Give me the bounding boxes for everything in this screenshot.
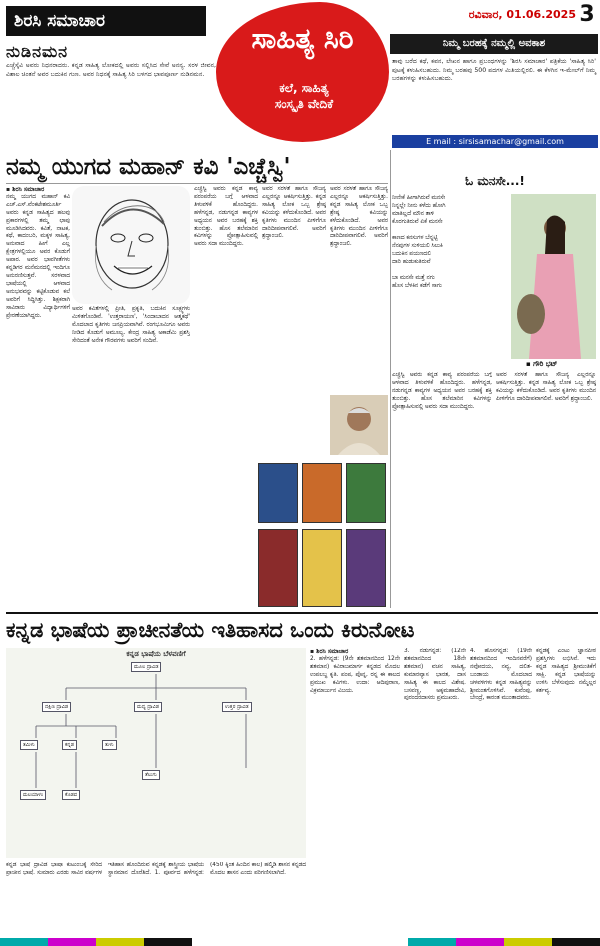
- masthead: [0, 0, 600, 148]
- article-column: [262, 186, 326, 461]
- book-covers: [258, 463, 388, 609]
- color-registration-strip: [0, 938, 600, 946]
- article-column: [310, 648, 400, 936]
- logo-tagline-line-1: ಕಲೆ, ಸಾಹಿತ್ಯ: [279, 81, 329, 95]
- tree-node: ತಮಿಳು: [20, 740, 38, 750]
- article-text: ಅವರ ಸರಳತೆ ಹಾಗೂ ಸೌಜನ್ಯ ಎಲ್ಲರನ್ನೂ ಆಕರ್ಷಿಸುತ್ತಿತ್ತು. ಕನ್ನಡ ಸಾಹಿತ್ಯ ಲೋಕ ಒಬ್ಬ ಶ್ರೇಷ್ಠ ಕವಿಯನ್ನು ಕಳೆದುಕೊಂಡಿದೆ. ಅವರ ಕೃತಿಗಳು ಮುಂದಿನ ಪೀಳಿಗೆಗೂ ದಾರಿದೀಪವಾಗಲಿವೆ. ಅವರಿಗೆ ಶ್ರದ್ಧಾಂಜಲಿ.: [262, 186, 326, 240]
- column-title: ನುಡಿನಮನ: [6, 42, 69, 61]
- email-contact[interactable]: E mail : sirsisamachar@gmail.com: [392, 135, 598, 148]
- tree-node: ಮಲಯಾಳಂ: [20, 790, 46, 800]
- column-text: ಎಚ್ಚೆಸ್ಕೆವಿ ಅವರು ನಿಧನರಾದರು. ಕನ್ನಡ ಸಾಹಿತ್ಯ ಲೋಕದಲ್ಲಿ ಅವರು ಸಲ್ಲಿಸಿದ ಸೇವೆ ಅನನ್ಯ. ಸರಳ ಜೀವನ, ವಿಶಾಲ ಚಿಂತನೆ ಅವರ ಬದುಕಿನ ಗುಣ. ಅವರ ನಿಧನಕ್ಕೆ ಸಾಹಿತ್ಯ ಸಿರಿ ಬಳಗದ ಭಾವಪೂರ್ಣ ನುಡಿನಮನ.: [6, 62, 216, 78]
- tree-node: ಉತ್ತರ ದ್ರಾವಿಡ: [222, 702, 252, 712]
- article-headline: ಕನ್ನಡ ಭಾಷೆಯ ಪ್ರಾಚೀನತೆಯ ಇತಿಹಾಸದ ಒಂದು ಕಿರುನೋಟ: [6, 612, 598, 646]
- article-text: 4. ಹೊಸಗನ್ನಡ: (19ನೇ ಶತಮಾನದಿಂದ ಇಂದಿನವರೆಗೆ) ನವೋದಯ, ನವ್ಯ, ದಲಿತ-ಬಂಡಾಯ ಮೊದಲಾದ ಚಳವಳಿಗಳು ಕನ್ನಡ ಸಾಹಿತ್ಯವನ್ನು ಶ್ರೀಮಂತಗೊಳಿಸಿವೆ. ಕುವೆಂಪು, ಬೇಂದ್ರೆ, ಕಾರಂತ ಮುಂತಾದವರು.: [470, 648, 532, 702]
- poet-photo: [511, 194, 596, 359]
- article-column: [496, 372, 596, 608]
- article-text: 2. ಹಳೆಗನ್ನಡ: (9ನೇ ಶತಮಾನದಿಂದ 12ನೇ ಶತಮಾನ) ಕವಿರಾಜಮಾರ್ಗ ಕನ್ನಡದ ಮೊದಲ ಉಪಲಬ್ಧ ಕೃತಿ. ಪಂಪ, ಪೊನ್ನ, ರನ್ನ ಈ ಕಾಲದ ಪ್ರಮುಖ ಕವಿಗಳು. ಉದಾ: ಆದಿಪುರಾಣ, ವಿಕ್ರಮಾರ್ಜುನ ವಿಜಯ.: [310, 655, 400, 694]
- logo-tagline: [230, 80, 378, 112]
- book-cover: [258, 463, 298, 523]
- diagram-title: ಕನ್ನಡ ಭಾಷೆಯ ಬೆಳವಣಿಗೆ: [126, 650, 186, 658]
- book-cover: [258, 529, 298, 607]
- article-column: [470, 648, 532, 936]
- article-text: ಅವರ ಸರಳತೆ ಹಾಗೂ ಸೌಜನ್ಯ ಎಲ್ಲರನ್ನೂ ಆಕರ್ಷಿಸುತ್ತಿತ್ತು. ಕನ್ನಡ ಸಾಹಿತ್ಯ ಲೋಕ ಒಬ್ಬ ಶ್ರೇಷ್ಠ ಕವಿಯನ್ನು ಕಳೆದುಕೊಂಡಿದೆ. ಅವರ ಕೃತಿಗಳು ಮುಂದಿನ ಪೀಳಿಗೆಗೂ ದಾರಿದೀಪವಾಗಲಿವೆ. ಅವರಿಗೆ ಶ್ರದ್ಧಾಂಜಲಿ.: [496, 372, 596, 402]
- article-column: [392, 372, 492, 608]
- article-column: [6, 186, 70, 606]
- poem-title: ಓ ಮನಸೇ...!: [465, 174, 525, 188]
- book-cover: [302, 529, 342, 607]
- article-column: [6, 862, 306, 936]
- book-cover: [302, 463, 342, 523]
- article-column: [194, 186, 258, 606]
- submission-banner: ನಿಮ್ಮ ಬರಹಕ್ಕೆ ನಮ್ಮಲ್ಲಿ ಅವಕಾಶ: [390, 34, 598, 54]
- poem-text: ನೀನೇಕೆ ಹೀಗಾಗಿರುವೆ ಮನಸೇ ನಿನ್ನಲ್ಲೇ ನೀನು ಕಳೆದು ಹೋಗಿ ಮಾತಿಲ್ಲದೆ ಮೌನ ತಾಳಿ ಕೊರಗುತಿರುವೆ ಏಕೆ ಮನಸೇ ಕಾಣದ ಕನಸುಗಳ ಬೆನ್ನಟ್ಟಿ ನೆನಪುಗಳ ಸುಳಿಯಲಿ ಸಿಲುಕಿ ಬದುಕಿನ ಪಯಣದಲಿ ದಾರಿ ಹುಡುಕುತಿರುವೆ ಬಾ ಮನಸೇ ಮತ್ತೆ ನಗು ಹೊಸ ಬೆಳಕಿನ ಕಡೆಗೆ ಸಾಗು: [392, 195, 446, 289]
- article-column: [72, 306, 190, 606]
- divider: [390, 150, 391, 608]
- poet-sketch-illustration: [72, 186, 190, 304]
- tree-node: ಮಧ್ಯ ದ್ರಾವಿಡ: [134, 702, 162, 712]
- article-text: 3. ನಡುಗನ್ನಡ: (12ನೇ ಶತಮಾನದಿಂದ 18ನೇ ಶತಮಾನ) ವಚನ ಸಾಹಿತ್ಯ, ಕುಮಾರವ್ಯಾಸ ಭಾರತ, ದಾಸ ಸಾಹಿತ್ಯ ಈ ಕಾಲದ ವಿಶೇಷ. ಬಸವಣ್ಣ, ಅಕ್ಕಮಹಾದೇವಿ, ಪುರಂದರದಾಸರು ಪ್ರಮುಖರು.: [404, 648, 466, 702]
- poet-photo: [330, 395, 388, 455]
- article-text: ಕನ್ನಡಕ್ಕೆ ಎಂಟು ಜ್ಞಾನಪೀಠ ಪ್ರಶಸ್ತಿಗಳು ಲಭಿಸಿವೆ. ಇದು ಕನ್ನಡ ಸಾಹಿತ್ಯದ ಶ್ರೀಮಂತಿಕೆಗೆ ಸಾಕ್ಷಿ. ಕನ್ನಡ ಭಾಷೆಯನ್ನು ಉಳಿಸಿ ಬೆಳೆಸುವುದು ನಮ್ಮೆಲ್ಲರ ಕರ್ತವ್ಯ.: [536, 648, 596, 694]
- article-headline: ನಮ್ಮ ಯುಗದ ಮಹಾನ್ ಕವಿ 'ಎಚ್ಚೆಸ್ವಿ': [6, 154, 291, 180]
- article-column: [536, 648, 596, 936]
- page-number: 3: [579, 2, 595, 27]
- article-text: ಕನ್ನಡ ಭಾಷೆ ದ್ರಾವಿಡ ಭಾಷಾ ಕುಟುಂಬಕ್ಕೆ ಸೇರಿದ ಪ್ರಾಚೀನ ಭಾಷೆ. ಸುಮಾರು ಎರಡು ಸಾವಿರ ವರ್ಷಗಳ ಇತಿಹಾಸ ಹೊಂದಿರುವ ಕನ್ನಡಕ್ಕೆ ಶಾಸ್ತ್ರೀಯ ಭಾಷೆಯ ಸ್ಥಾನಮಾನ ದೊರೆತಿದೆ. 1. ಪೂರ್ವದ ಹಳೆಗನ್ನಡ: (450 ಕ್ಕಿಂತ ಹಿಂದಿನ ಕಾಲ) ಹಲ್ಮಿಡಿ ಶಾಸನ ಕನ್ನಡದ ಮೊದಲ ಶಾಸನ ಎಂದು ಪರಿಗಣಿಸಲಾಗಿದೆ.: [6, 862, 306, 876]
- logo-title: ಸಾಹಿತ್ಯ ಸಿರಿ: [251, 22, 354, 55]
- divider: [6, 183, 388, 184]
- book-cover: [346, 529, 386, 607]
- tree-node: ತೆಲುಗು: [142, 770, 160, 780]
- poet-name: ▪ ಗೌರಿ ಭಟ್: [526, 360, 558, 368]
- tree-node: ತುಳು: [102, 740, 117, 750]
- article-text: ಎಚ್ಚೆಸ್ವಿ ಅವರು ಕನ್ನಡ ಕಾವ್ಯ ಪರಂಪರೆಯ ಬಗ್ಗೆ ಆಳವಾದ ತಿಳುವಳಿಕೆ ಹೊಂದಿದ್ದರು. ಹಳೆಗನ್ನಡ, ನಡುಗನ್ನಡ ಕಾವ್ಯಗಳ ಅಧ್ಯಯನ ಅವರ ಬರಹಕ್ಕೆ ಶಕ್ತಿ ತುಂಬಿತ್ತು. ಹೊಸ ತಲೆಮಾರಿನ ಕವಿಗಳನ್ನು ಪ್ರೋತ್ಸಾಹಿಸುವಲ್ಲಿ ಅವರು ಸದಾ ಮುಂದಿದ್ದರು.: [392, 372, 492, 410]
- article-text: ಎಚ್ಚೆಸ್ವಿ ಅವರು ಕನ್ನಡ ಕಾವ್ಯ ಪರಂಪರೆಯ ಬಗ್ಗೆ ಆಳವಾದ ತಿಳುವಳಿಕೆ ಹೊಂದಿದ್ದರು. ಹಳೆಗನ್ನಡ, ನಡುಗನ್ನಡ ಕಾವ್ಯಗಳ ಅಧ್ಯಯನ ಅವರ ಬರಹಕ್ಕೆ ಶಕ್ತಿ ತುಂಬಿತ್ತು. ಹೊಸ ತಲೆಮಾರಿನ ಕವಿಗಳನ್ನು ಪ್ರೋತ್ಸಾಹಿಸುವಲ್ಲಿ ಅವರು ಸದಾ ಮುಂದಿದ್ದರು.: [194, 186, 258, 248]
- article-byline: ▪ ಶಿರಸಿ ಸಮಾಚಾರ: [6, 186, 45, 193]
- submission-text: ತಾವು ಬರೆದ ಕಥೆ, ಕವನ, ಲೇಖನ ಹಾಗೂ ಪ್ರಬಂಧಗಳನ್ನು 'ಶಿರಸಿ ಸಮಾಚಾರ' ಪತ್ರಿಕೆಯ 'ಸಾಹಿತ್ಯ ಸಿರಿ' ಪುಟಕ್ಕೆ ಕಳುಹಿಸಬಹುದು. ನಿಮ್ಮ ಬರಹವು 500 ಪದಗಳ ಮಿತಿಯಲ್ಲಿರಲಿ. ಈ ಕೆಳಗಿನ ಇ-ಮೇಲ್‌ಗೆ ನಿಮ್ಮ ಬರಹಗಳನ್ನು ಕಳುಹಿಸಬಹುದು.: [392, 58, 596, 83]
- language-family-tree-diagram: [6, 648, 306, 858]
- article-text: ನಮ್ಮ ಯುಗದ ಮಹಾನ್ ಕವಿ ಎಚ್.ಎಸ್.ವೆಂಕಟೇಶಮೂರ್ತಿ ಅವರು ಕನ್ನಡ ಸಾಹಿತ್ಯದ ಹಲವು ಪ್ರಕಾರಗಳಲ್ಲಿ ತಮ್ಮ ಛಾಪು ಮೂಡಿಸಿದವರು. ಕವಿತೆ, ನಾಟಕ, ಕಥೆ, ಕಾದಂಬರಿ, ಮಕ್ಕಳ ಸಾಹಿತ್ಯ, ಅನುವಾದ ಹೀಗೆ ಎಲ್ಲ ಕ್ಷೇತ್ರಗಳಲ್ಲಿಯೂ ಅವರ ಕೊಡುಗೆ ಅಪಾರ. ಅವರ ಭಾವಗೀತೆಗಳು ಕನ್ನಡಿಗರ ಮನೆಮನದಲ್ಲಿ ಇಂದಿಗೂ ಅನುರಣಿಸುತ್ತವೆ. ಸರಳವಾದ ಭಾಷೆಯಲ್ಲಿ ಆಳವಾದ ಅನುಭವವನ್ನು ಕಟ್ಟಿಕೊಡುವ ಕಲೆ ಅವರಿಗೆ ಸಿದ್ಧಿಸಿತ್ತು. ಶಿಕ್ಷಕರಾಗಿ ಸಾವಿರಾರು ವಿದ್ಯಾರ್ಥಿಗಳಿಗೆ ಪ್ರೇರಣೆಯಾಗಿದ್ದರು.: [6, 193, 70, 319]
- book-cover: [346, 463, 386, 523]
- article-column: [404, 648, 466, 936]
- article-text: ಅವರ ಸರಳತೆ ಹಾಗೂ ಸೌಜನ್ಯ ಎಲ್ಲರನ್ನೂ ಆಕರ್ಷಿಸುತ್ತಿತ್ತು. ಕನ್ನಡ ಸಾಹಿತ್ಯ ಲೋಕ ಒಬ್ಬ ಶ್ರೇಷ್ಠ ಕವಿಯನ್ನು ಕಳೆದುಕೊಂಡಿದೆ. ಅವರ ಕೃತಿಗಳು ಮುಂದಿನ ಪೀಳಿಗೆಗೂ ದಾರಿದೀಪವಾಗಲಿವೆ. ಅವರಿಗೆ ಶ್ರದ್ಧಾಂಜಲಿ.: [330, 186, 388, 248]
- article-column: [330, 186, 388, 391]
- article-byline: ▪ ಶಿರಸಿ ಸಮಾಚಾರ: [310, 648, 349, 655]
- article-text: ಅವರ ಕವಿತೆಗಳಲ್ಲಿ ಪ್ರೀತಿ, ಪ್ರಕೃತಿ, ಬದುಕಿನ ಸೂಕ್ಷ್ಮಗಳು ಮಿಳಿತಗೊಂಡಿವೆ. 'ಉತ್ತರಾಯಣ', 'ಸಿಂದಾಬಾದನ ಆತ್ಮಕಥೆ' ಮೊದಲಾದ ಕೃತಿಗಳು ಜನಪ್ರಿಯವಾಗಿವೆ. ರಂಗಭೂಮಿಗೂ ಅವರು ನೀಡಿದ ಕೊಡುಗೆ ಅಮೂಲ್ಯ. ಕೇಂದ್ರ ಸಾಹಿತ್ಯ ಅಕಾಡೆಮಿ ಪ್ರಶಸ್ತಿ ಸೇರಿದಂತೆ ಅನೇಕ ಗೌರವಗಳು ಅವರಿಗೆ ಸಂದಿವೆ.: [72, 306, 190, 344]
- dateline: ರವಿವಾರ, 01.06.2025: [468, 8, 576, 21]
- logo-tagline-line-2: ಸಂಸ್ಕೃತಿ ವೇದಿಕೆ: [274, 97, 334, 111]
- tree-node: ಕನ್ನಡ: [62, 740, 77, 750]
- tree-node: ದಕ್ಷಿಣ ದ್ರಾವಿಡ: [42, 702, 71, 712]
- tree-node: ಮೂಲ ದ್ರಾವಿಡ: [131, 662, 161, 672]
- tree-node: ಕೊಡವ: [62, 790, 80, 800]
- newspaper-brand: ಶಿರಸಿ ಸಮಾಚಾರ: [6, 6, 206, 36]
